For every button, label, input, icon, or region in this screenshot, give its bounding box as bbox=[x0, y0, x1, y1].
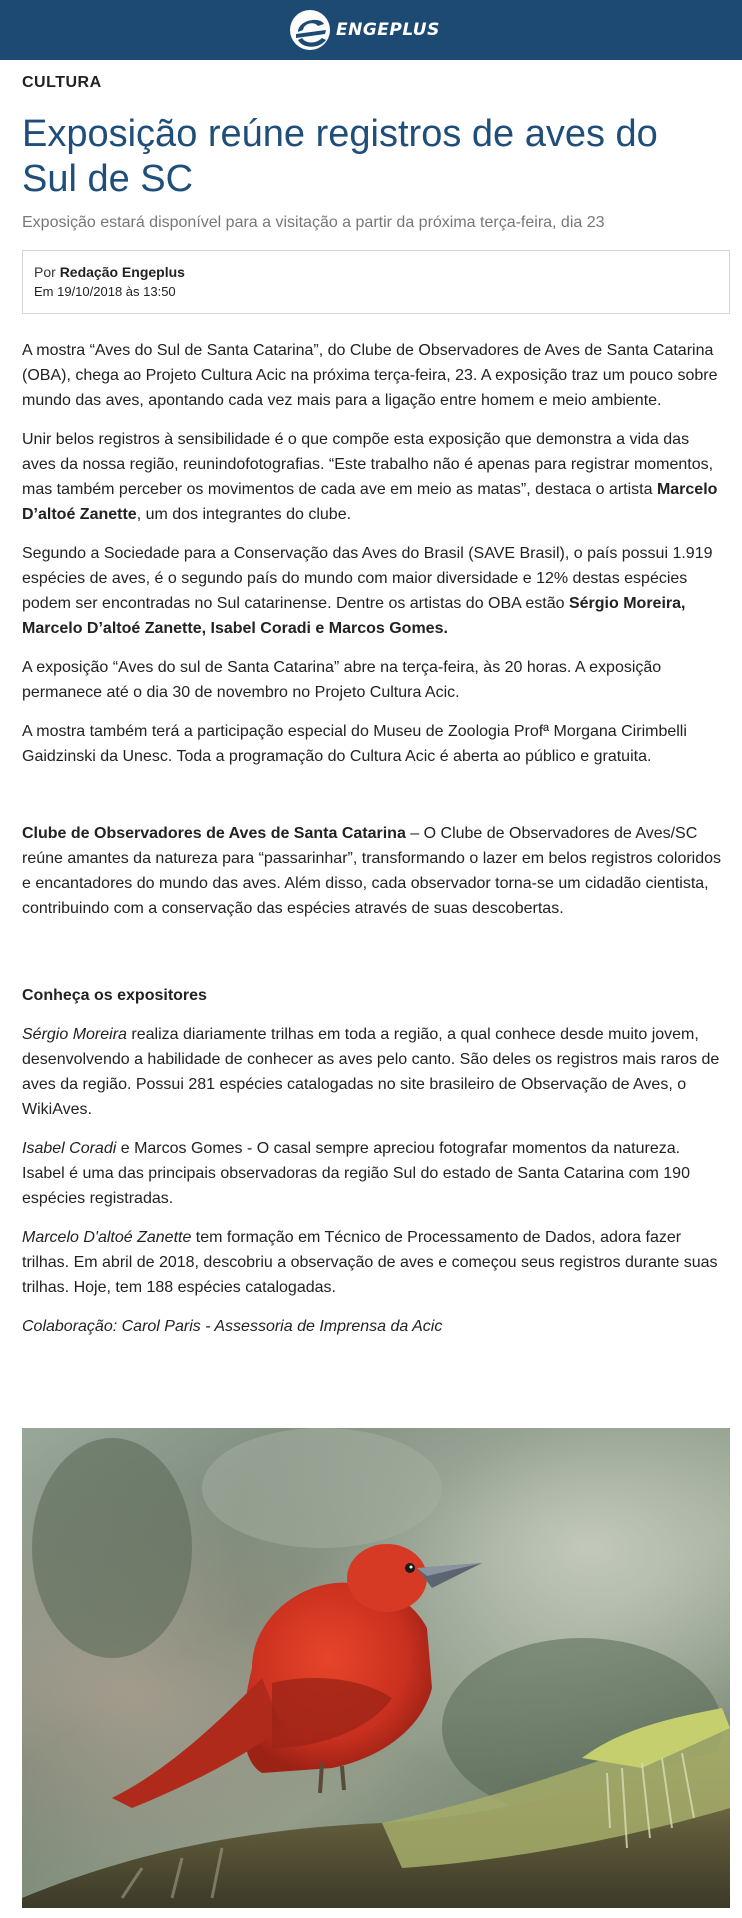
exhibitor-3 bbox=[22, 1225, 722, 1300]
paragraph-3-artists: Sérgio Moreira, Marcelo D’altoé Zanette, Isabel Coradi e Marcos Gomes. bbox=[22, 595, 686, 637]
club-name: Clube de Observadores de Aves de Santa Catarina bbox=[22, 825, 406, 842]
byline-author-row bbox=[34, 262, 718, 282]
bird-photo bbox=[22, 1428, 730, 1908]
exhibitors-heading: Conheça os expositores bbox=[22, 987, 207, 1004]
spacer bbox=[22, 783, 722, 821]
exhibitor-3-text: tem formação em Técnico de Processamento de Dados, adora fazer trilhas. Em abril de 2018, descobriu a observação de aves e começou seus registros durante suas trilhas. Hoje, tem 188 espécies catalogadas. bbox=[22, 1229, 718, 1296]
paragraph-club bbox=[22, 821, 722, 921]
exhibitor-2 bbox=[22, 1136, 722, 1211]
exhibitor-2-name: Isabel Coradi bbox=[22, 1140, 117, 1157]
byline-date: Em 19/10/2018 às 13:50 bbox=[34, 284, 176, 299]
byline-prefix: Por bbox=[34, 264, 56, 280]
exhibitor-1 bbox=[22, 1022, 722, 1122]
credit-text: Colaboração: Carol Paris - Assessoria de Imprensa da Acic bbox=[22, 1318, 443, 1335]
paragraph-1: A mostra “Aves do Sul de Santa Catarina”, do Clube de Observadores de Aves de Santa Catarina (OBA), chega ao Projeto Cultura Acic na próxima terça-feira, 23. A exposição traz um pouco sobre mundo das aves, apontando cada vez mais para a ligação entre homem e meio ambiente. bbox=[22, 342, 718, 409]
paragraph-2-artist: Marcelo D’altoé Zanette bbox=[22, 481, 718, 523]
site-logo[interactable] bbox=[288, 5, 440, 55]
article-title: Exposição reúne registros de aves do Sul de SC bbox=[22, 113, 658, 200]
credit-line bbox=[22, 1314, 722, 1339]
exhibitor-1-text: realiza diariamente trilhas em toda a região, a qual conhece desde muito jovem, desenvolvendo a habilidade de conhecer as aves pelo canto. São deles os registros mais raros de aves da região. Possui 281 espécies catalogadas no site brasileiro de Observação de Aves, o WikiAves. bbox=[22, 1026, 720, 1118]
engeplus-logo-icon bbox=[288, 8, 332, 52]
paragraph-2 bbox=[22, 427, 722, 527]
exhibitor-3-name: Marcelo D'altoé Zanette bbox=[22, 1229, 192, 1246]
section-label[interactable]: CULTURA bbox=[22, 74, 102, 91]
red-tanager-bird-image bbox=[22, 1428, 730, 1908]
article-subtitle: Exposição estará disponível para a visitação a partir da próxima terça-feira, dia 23 bbox=[22, 214, 605, 231]
article-body bbox=[22, 338, 722, 1353]
paragraph-3-text: Segundo a Sociedade para a Conservação das Aves do Brasil (SAVE Brasil), o país possui 1.919 espécies de aves, é o segundo país do mundo com maior diversidade e 12% destas espécies podem ser encontradas no Sul catarinense. Dentre os artistas do OBA estão bbox=[22, 545, 713, 612]
site-header bbox=[0, 0, 742, 60]
byline-author[interactable]: Redação Engeplus bbox=[59, 264, 185, 280]
exhibitor-2-text: e Marcos Gomes - O casal sempre apreciou fotografar momentos da natureza. Isabel é uma das principais observadoras da região Sul do estado de Santa Catarina com 190 espécies registradas. bbox=[22, 1140, 690, 1207]
spacer bbox=[22, 935, 722, 983]
paragraph-4: A exposição “Aves do sul de Santa Catarina” abre na terça-feira, às 20 horas. A exposição permanece até o dia 30 de novembro no Projeto Cultura Acic. bbox=[22, 659, 662, 701]
byline-box bbox=[22, 250, 730, 314]
exhibitor-1-name: Sérgio Moreira bbox=[22, 1026, 127, 1043]
club-description: – O Clube de Observadores de Aves/SC reúne amantes da natureza para “passarinhar”, transformando o lazer em belos registros coloridos e encantadores do mundo das aves. Além disso, cada observador torna-se um cidadão cientista, contribuindo com a conservação das espécies através de suas descobertas. bbox=[22, 825, 722, 917]
paragraph-5: A mostra também terá a participação especial do Museu de Zoologia Profª Morgana Cirimbelli Gaidzinski da Unesc. Toda a programação do Cultura Acic é aberta ao público e gratuita. bbox=[22, 723, 687, 765]
paragraph-3 bbox=[22, 541, 722, 641]
paragraph-2-end: , um dos integrantes do clube. bbox=[136, 506, 352, 523]
paragraph-2-text: Unir belos registros à sensibilidade é o que compõe esta exposição que demonstra a vida das aves da nossa região, reunindofotografias. “Este trabalho não é apenas para registrar momentos, mas também perceber os movimentos de cada ave em meio as matas”, destaca o artista bbox=[22, 431, 714, 498]
logo-text: ENGEPLUS bbox=[336, 20, 440, 40]
